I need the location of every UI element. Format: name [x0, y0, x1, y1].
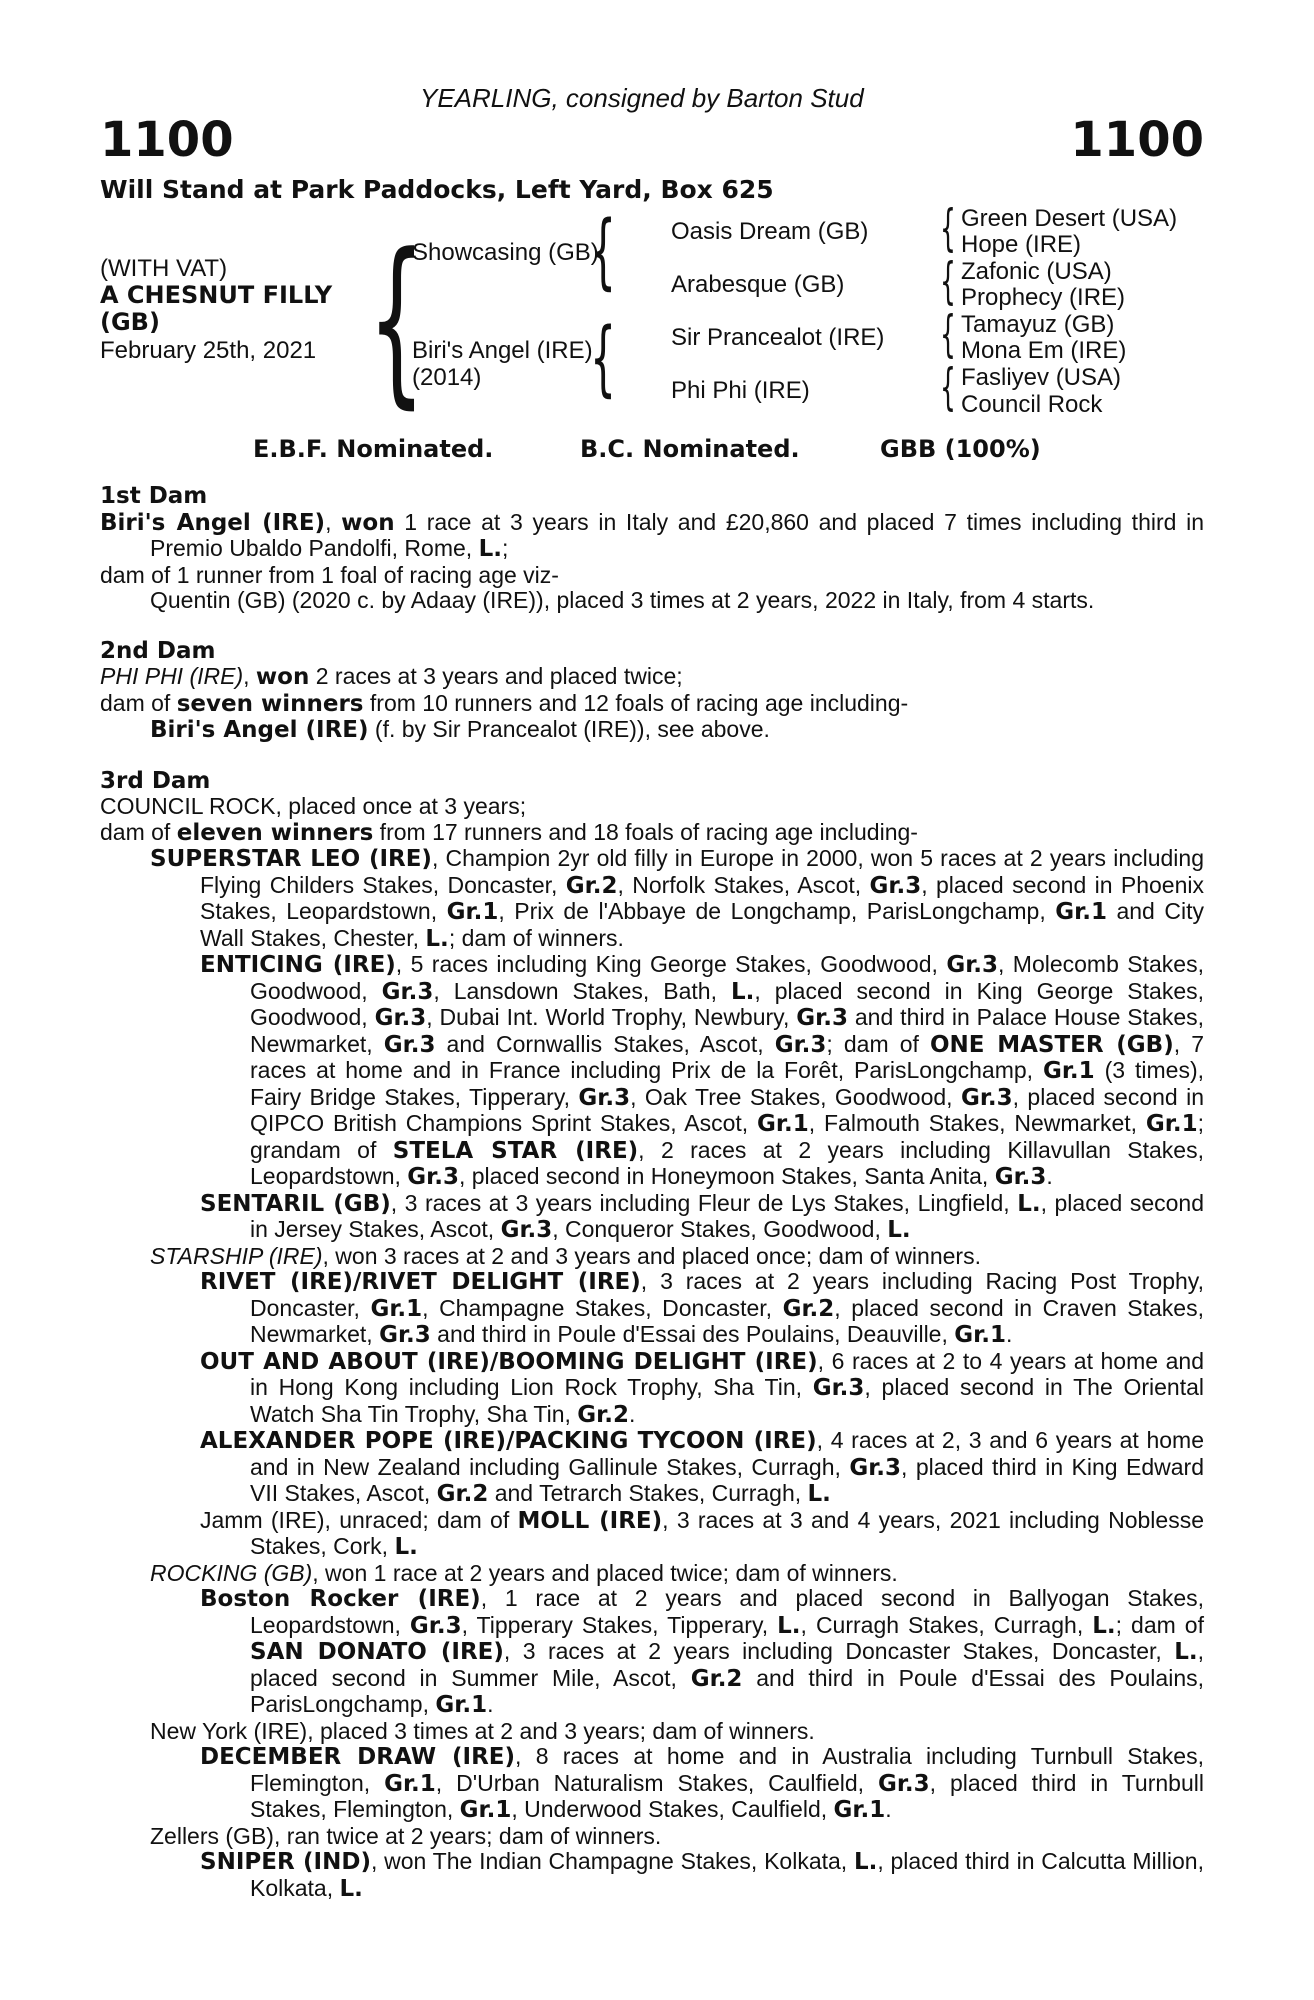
produce-record: DECEMBER DRAW (IRE), 8 races at home and in Australia including Turnbull Stakes, Flemington, Gr.1, D'Urban Naturalism Stakes, Caulfield, Gr.3, placed third in Turnbull Stakes, Flemington, Gr.1, Underwood Stakes, Caulfield, Gr.1. — [200, 1743, 1204, 1823]
dam-name: Biri's Angel (IRE) — [412, 337, 593, 364]
brace-icon: { — [940, 199, 956, 257]
stand-location: Will Stand at Park Paddocks, Left Yard, Box 625 — [100, 175, 774, 204]
produce-record: ENTICING (IRE), 5 races including King George Stakes, Goodwood, Gr.3, Molecomb Stakes, Goodwood, Gr.3, Lansdown Stakes, Bath, L., placed second in King George Stakes, Goodwood, Gr.3, Dubai Int. World Trophy, Newbury, Gr.3 and third in Palace House Stakes, Newmarket, Gr.3 and Cornwallis Stakes, Ascot, Gr.3; dam of ONE MASTER (GB), 7 races at home and in France including Prix de la Forêt, ParisLongchamp, Gr.1 (3 times), Fairy Bridge Stakes, Tipperary, Gr.3, Oak Tree Stakes, Goodwood, Gr.3, placed second in QIPCO British Champions Sprint Stakes, Ascot, Gr.1, Falmouth Stakes, Newmarket, Gr.1; grandam of STELA STAR (IRE), 2 races at 2 years including Killavullan Stakes, Leopardstown, Gr.3, placed second in Honeymoon Stakes, Santa Anita, Gr.3. — [200, 951, 1205, 1190]
grand-ancestor: Tamayuz (GB) — [961, 311, 1115, 338]
produce-record: Jamm (IRE), unraced; dam of MOLL (IRE), 3 races at 3 and 4 years, 2021 including Noblesse Stakes, Cork, L. — [200, 1506, 1204, 1560]
dam-dam: Phi Phi (IRE) — [671, 377, 810, 404]
dam-produce: dam of 1 runner from 1 foal of racing age viz- — [100, 561, 559, 588]
produce-record: ALEXANDER POPE (IRE)/PACKING TYCOON (IRE), 4 races at 2, 3 and 6 years at home and in New Zealand including Gallinule Stakes, Curragh, Gr.3, placed third in King Edward VII Stakes, Ascot, Gr.2 and Tetrarch Stakes, Curragh, L. — [200, 1427, 1204, 1507]
dam-sire: Sir Prancealot (IRE) — [671, 324, 885, 351]
brace-icon: { — [940, 305, 956, 363]
sire-dam: Arabesque (GB) — [671, 271, 845, 298]
produce-record: RIVET (IRE)/RIVET DELIGHT (IRE), 3 races at 2 years including Racing Post Trophy, Doncaster, Gr.1, Champagne Stakes, Doncaster, Gr.2, placed second in Craven Stakes, Newmarket, Gr.3 and third in Poule d'Essai des Poulains, Deauville, Gr.1. — [200, 1268, 1204, 1348]
produce-record: Zellers (GB), ran twice at 2 years; dam of winners. — [150, 1822, 662, 1849]
foaling-date: February 25th, 2021 — [100, 337, 317, 364]
brace-icon: { — [590, 311, 617, 406]
section-heading: 3rd Dam — [100, 767, 211, 794]
dam-produce: dam of seven winners from 10 runners and 12 foals of racing age including- — [100, 689, 909, 717]
brace-icon: { — [590, 204, 617, 299]
dam-year: (2014) — [412, 364, 482, 391]
sire-sire: Oasis Dream (GB) — [671, 218, 869, 245]
grand-ancestor: Green Desert (USA) — [961, 205, 1178, 232]
grand-ancestor: Mona Em (IRE) — [961, 337, 1127, 364]
produce-record: New York (IRE), placed 3 times at 2 and 3 years; dam of winners. — [150, 1717, 815, 1744]
lot-number-left: 1100 — [100, 112, 234, 168]
brace-icon: { — [940, 252, 956, 310]
section-heading: 2nd Dam — [100, 637, 216, 664]
produce-record: Biri's Angel (IRE) (f. by Sir Prancealot (IRE)), see above. — [150, 716, 770, 743]
grand-ancestor: Council Rock — [961, 391, 1103, 418]
dam-record: PHI PHI (IRE), won 2 races at 3 years and placed twice; — [100, 663, 683, 690]
grand-ancestor: Fasliyev (USA) — [961, 364, 1122, 391]
produce-record: SENTARIL (GB), 3 races at 3 years including Fleur de Lys Stakes, Lingfield, L., placed second in Jersey Stakes, Ascot, Gr.3, Conqueror Stakes, Goodwood, L. — [200, 1189, 1204, 1243]
produce-record: OUT AND ABOUT (IRE)/BOOMING DELIGHT (IRE), 6 races at 2 to 4 years at home and in Hong Kong including Lion Rock Trophy, Sha Tin, Gr.3, placed second in The Oriental Watch Sha Tin Trophy, Sha Tin, Gr.2. — [200, 1347, 1204, 1428]
grand-ancestor: Prophecy (IRE) — [961, 284, 1126, 311]
section-heading: 1st Dam — [100, 483, 208, 509]
produce-record: ROCKING (GB), won 1 race at 2 years and placed twice; dam of winners. — [150, 1559, 898, 1586]
produce-record: SNIPER (IND), won The Indian Champagne Stakes, Kolkata, L., placed third in Calcutta Million, Kolkata, L. — [200, 1848, 1204, 1902]
vat-note: (WITH VAT) — [100, 255, 228, 282]
brace-icon: { — [368, 216, 426, 425]
horse-name: A CHESNUT FILLY — [100, 281, 333, 309]
lot-number-right: 1100 — [1070, 112, 1204, 168]
produce-record: SUPERSTAR LEO (IRE), Champion 2yr old filly in Europe in 2000, won 5 races at 2 years including Flying Childers Stakes, Doncaster, Gr.2, Norfolk Stakes, Ascot, Gr.3, placed second in Phoenix Stakes, Leopardstown, Gr.1, Prix de l'Abbaye de Longchamp, ParisLongchamp, Gr.1 and City Wall Stakes, Chester, L.; dam of winners. — [150, 845, 1204, 952]
consignor-line: YEARLING, consigned by Barton Stud — [420, 83, 864, 113]
produce-record: STARSHIP (IRE), won 3 races at 2 and 3 years and placed once; dam of winners. — [150, 1242, 981, 1269]
dam-record: Biri's Angel (IRE), won 1 race at 3 years in Italy and £20,860 and placed 7 times including third in Premio Ubaldo Pandolfi, Rome, L.; — [100, 508, 1204, 562]
pedigree-notes — [100, 484, 1204, 1902]
grand-ancestor: Zafonic (USA) — [961, 258, 1112, 285]
dam-record: COUNCIL ROCK, placed once at 3 years; — [100, 793, 527, 819]
produce-record: Boston Rocker (IRE), 1 race at 2 years and placed second in Ballyogan Stakes, Leopardstown, Gr.3, Tipperary Stakes, Tipperary, L., Curragh Stakes, Curragh, L.; dam of SAN DONATO (IRE), 3 races at 2 years including Doncaster Stakes, Doncaster, L., placed second in Summer Mile, Ascot, Gr.2 and third in Poule d'Essai des Poulains, ParisLongchamp, Gr.1. — [200, 1585, 1205, 1718]
grand-ancestor: Hope (IRE) — [961, 231, 1082, 258]
bc-nomination: B.C. Nominated. — [580, 435, 800, 463]
dam-produce: dam of eleven winners from 17 runners and 18 foals of racing age including- — [100, 818, 918, 846]
pedigree-table — [100, 199, 1204, 425]
produce-record: Quentin (GB) (2020 c. by Adaay (IRE)), placed 3 times at 2 years, 2022 in Italy, from 4 starts. — [150, 587, 1095, 613]
sire: Showcasing (GB) — [412, 239, 599, 266]
brace-icon: { — [940, 358, 956, 416]
ebf-nomination: E.B.F. Nominated. — [253, 435, 494, 463]
gbb-rating: GBB (100%) — [880, 435, 1041, 463]
horse-origin: (GB) — [100, 308, 160, 336]
